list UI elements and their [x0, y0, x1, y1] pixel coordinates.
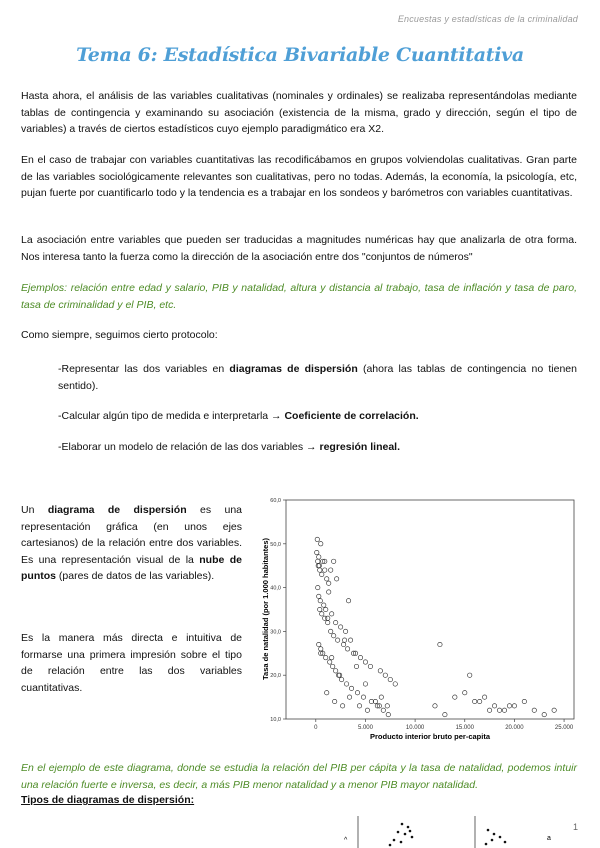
- y-tick-label: 40,0: [270, 585, 281, 592]
- x-tick-label: 5.000: [357, 725, 373, 731]
- y-tick-label: 30,0: [270, 629, 281, 636]
- y-tick-label: 10,0: [270, 717, 281, 723]
- x-tick-label: 0: [314, 725, 318, 731]
- scatter-intuition: Es la manera más directa e intuitiva de formarse una primera impresión sobre el tipo de relación entre las dos variables cuantitativas.: [21, 632, 242, 694]
- x-tick-label: 25.000: [554, 725, 574, 731]
- intro-paragraph-1: Hasta ahora, el análisis de las variables cualitativas (nominales y ordinales) se realizaba representándolas mediante tablas de contingencia y examinando su asociación (existencia de la misma, grado y dirección, según el tipo de variables) a través de ciertos estadísticos cuyo ejemplo paradigmático era X2.: [21, 90, 577, 135]
- intro-paragraph-2: En el caso de trabajar con variables cuantitativas las recodificábamos en grupos volviendolas cualitativas. Gran parte de las variables sociológicamente relevantes son cualitativas, pero no todas. Además, la economía, la psicología, etc, pujan fuerte por cuantificarlo todo y la tendencia es a trabajar en los sondeos y barómetros con variables cuantitativas.: [21, 154, 577, 199]
- scatter-types-heading: Tipos de diagramas de dispersión:: [21, 794, 195, 806]
- thumbnail-label-1: ^: [344, 837, 348, 844]
- x-axis-label: Producto interior bruto per-capita: [369, 732, 491, 741]
- page-number: 1: [572, 822, 578, 832]
- scatter-definition: Un diagrama de dispersión es una representación gráfica (en unos ejes cartesianos) de la relación entre dos variables. Es una representación visual de la nube de puntos (pares de datos de las variables).: [21, 504, 242, 582]
- thumbnail-dots-2: [485, 829, 507, 846]
- scatter-plot: [258, 496, 578, 741]
- example-note: En el ejemplo de este diagrama, donde se estudia la relación del PIB per cápita y la tasa de natalidad, podemos intuir una relación fuerte e inversa, es decir, a más PIB menor natalidad y a menor PIB mayor natalidad.: [21, 762, 577, 791]
- protocol-item-3: -Elaborar un modelo de relación de las dos variables → regresión lineal.: [58, 441, 401, 453]
- intro-paragraph-3: La asociación entre variables que pueden ser traducidas a magnitudes numéricas hay que analizarla de otra forma. Nos interesa tanto la fuerza como la dirección de la asociación entre dos "conjuntos de números": [21, 234, 577, 263]
- thumbnail-dots-1: [389, 823, 414, 847]
- examples-paragraph: Ejemplos: relación entre edad y salario, PIB y natalidad, altura y distancia al trabajo, tasa de inflación y tasa de paro, tasa de criminalidad y el PIB, etc.: [21, 282, 577, 311]
- x-tick-label: 15.000: [455, 725, 474, 731]
- x-tick-label: 20.000: [505, 725, 524, 731]
- course-header: Encuestas y estadísticas de la criminalidad: [397, 14, 578, 24]
- page-title: Tema 6: Estadística Bivariable Cuantitativa: [76, 44, 524, 66]
- x-tick-label: 10.000: [405, 725, 425, 731]
- y-tick-label: 60,0: [270, 498, 281, 504]
- y-tick-label: 50,0: [270, 541, 281, 548]
- scatter-type-thumbnails: [330, 812, 590, 848]
- protocol-item-2: -Calcular algún tipo de medida e interpretarla → Coeficiente de correlación.: [58, 410, 419, 422]
- thumbnail-label-2: a: [547, 835, 551, 842]
- y-tick-label: 20,0: [270, 673, 281, 680]
- y-axis-label: Tasa de natalidad (por 1.000 habitantes): [261, 538, 270, 680]
- scatter-plot-svg: [258, 496, 578, 741]
- protocol-item-1: -Representar las dos variables en diagramas de dispersión (ahora las tablas de contingencia no tienen sentido).: [58, 363, 577, 392]
- protocol-intro: Como siempre, seguimos cierto protocolo:: [21, 329, 218, 341]
